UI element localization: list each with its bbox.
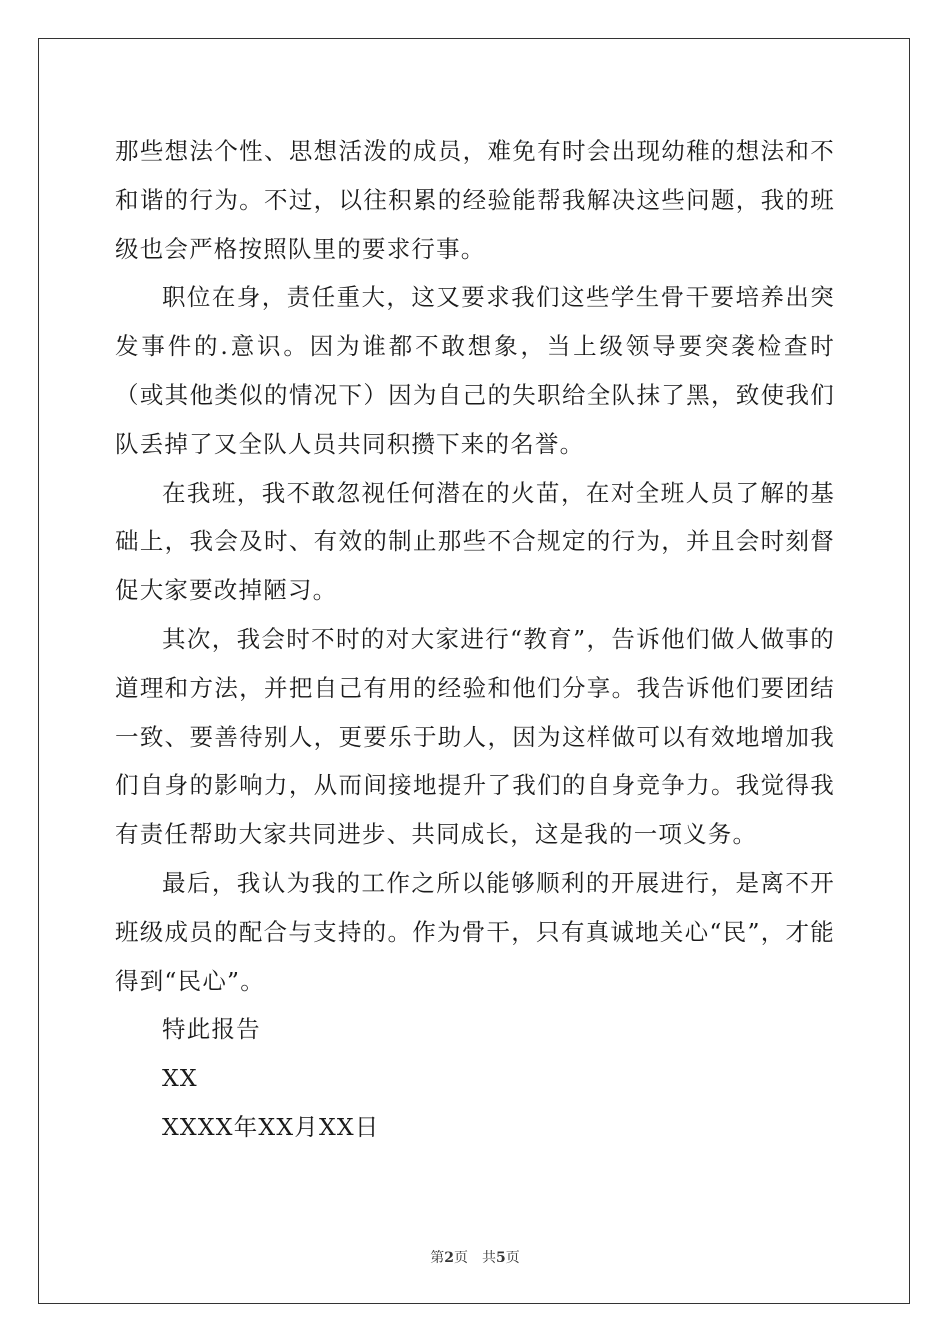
footer-current-page: 2 (444, 1250, 454, 1266)
paragraph-3: 在我班，我不敢忽视任何潜在的火苗，在对全班人员了解的基础上，我会及时、有效的制止那些不合规定的行为，并且会时刻督促大家要改掉陋习。 (115, 478, 835, 605)
document-body (115, 127, 835, 1152)
paragraph-2: 职位在身，责任重大，这又要求我们这些学生骨干要培养出突发事件的.意识。因为谁都不敢想象，当上级领导要突袭检查时（或其他类似的情况下）因为自己的失职给全队抹了黑，致使我们队丢掉了又全队人员共同积攒下来的名誉。 (115, 283, 835, 458)
signature-date: XXXX年XX月XX日 (162, 1112, 380, 1141)
paragraph-5: 最后，我认为我的工作之所以能够顺利的开展进行，是离不开班级成员的配合与支持的。作为骨干，只有真诚地关心“民”，才能得到“民心”。 (115, 868, 835, 995)
footer-prefix: 第 (430, 1250, 445, 1266)
footer-mid: 页 共 (454, 1250, 496, 1266)
paragraph-4: 其次，我会时不时的对大家进行“教育”，告诉他们做人做事的道理和方法，并把自己有用的经验和他们分享。我告诉他们要团结一致、要善待别人，更要乐于助人，因为这样做可以有效地增加我们自身的影响力，从而间接地提升了我们的自身竞争力。我觉得我有责任帮助大家共同进步、共同成长，这是我的一项义务。 (115, 624, 835, 849)
footer-suffix: 页 (505, 1250, 520, 1266)
page-footer (0, 1247, 950, 1267)
footer-total-pages: 5 (496, 1250, 506, 1266)
signature-name: XX (162, 1064, 198, 1093)
paragraph-1: 那些想法个性、思想活泼的成员，难免有时会出现幼稚的想法和不和谐的行为。不过，以往积累的经验能帮我解决这些问题，我的班级也会严格按照队里的要求行事。 (115, 137, 835, 263)
closing-note: 特此报告 (162, 1015, 261, 1044)
